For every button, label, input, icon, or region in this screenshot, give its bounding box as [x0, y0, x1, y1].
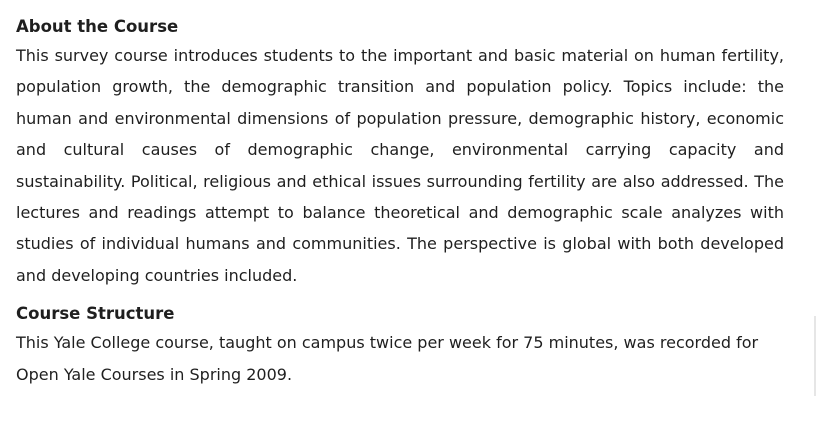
course-structure-text: This Yale College course, taught on campus twice per week for 75 minutes, was recorded for Open Yale Courses in Spring 2009. [16, 333, 759, 384]
about-the-course-heading: About the Course [16, 17, 179, 36]
about-the-course-section [16, 14, 784, 291]
course-structure-section [16, 301, 784, 390]
about-the-course-text: This survey course introduces students to the important and basic material on human fertility, population growth, the demographic transition and population policy. Topics include: the human and environmental dimensions of population pressure, demographic history, economic and cultural causes of demographic change, environmental carrying capacity and sustainability. Political, religious and ethical issues surrounding fertility are also addressed. The lectures and readings attempt to balance theoretical and demographic scale analyzes with studies of individual humans and communities. The perspective is global with both developed and developing countries included. [16, 46, 784, 285]
course-structure-heading: Course Structure [16, 304, 175, 324]
course-description [16, 14, 784, 390]
